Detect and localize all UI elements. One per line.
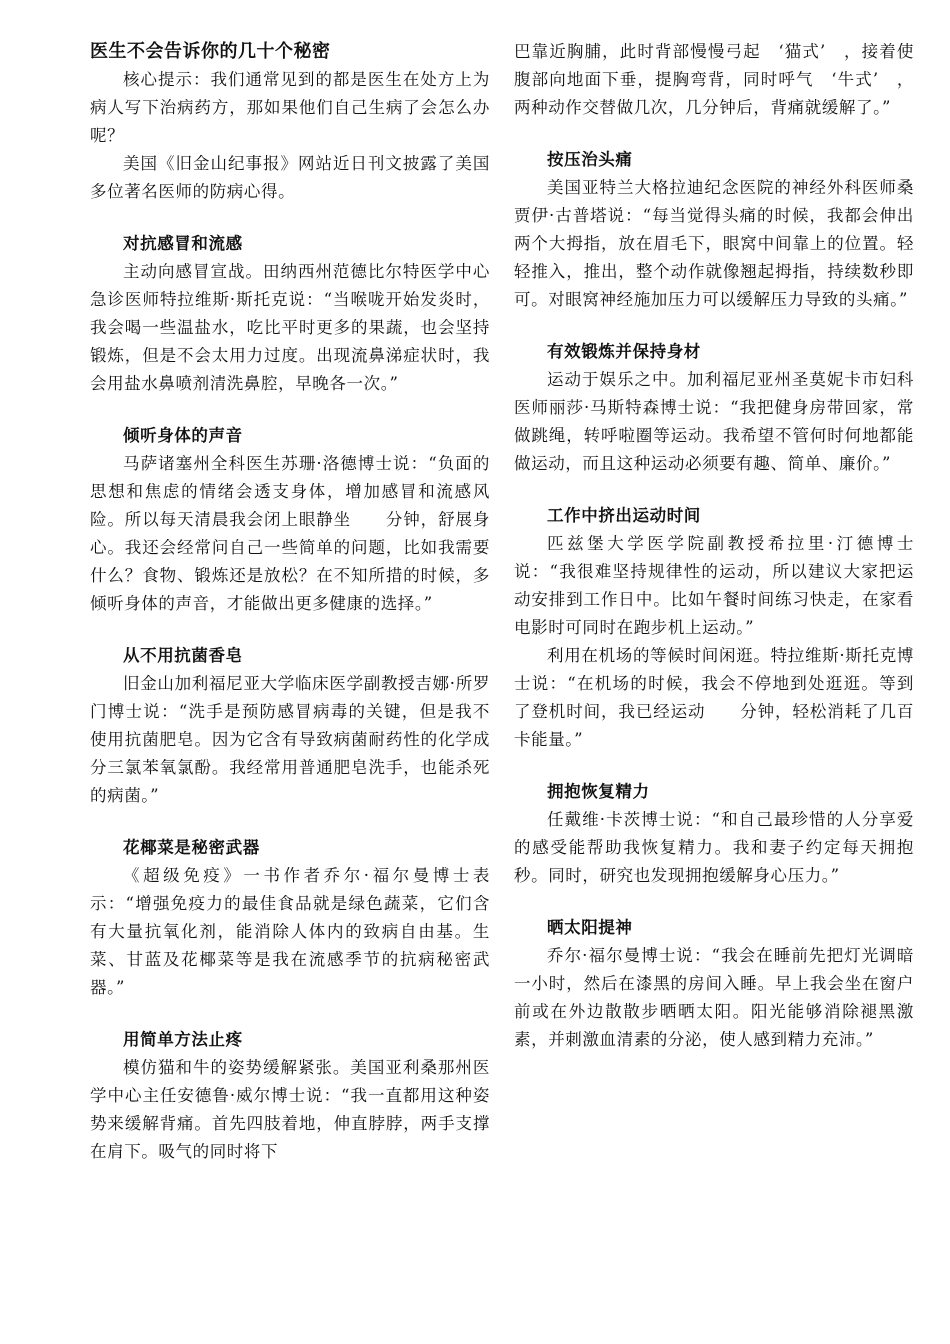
left-column	[90, 38, 542, 1166]
section-paragraph: 乔尔·福尔曼博士说：“我会在睡前先把灯光调暗一小时，然后在漆黑的房间入睡。早上我会坐在窗户前或在外边散散步晒晒太阳。阳光能够消除褪黑激素，并刺激血清素的分泌，使人感到精力充沛。”	[514, 946, 914, 1049]
section-heading: 拥抱恢复精力	[547, 782, 650, 801]
section-paragraph: 任戴维·卡茨博士说：“和自己最珍惜的人分享爱的感受能帮助我恢复精力。我和妻子约定每天拥抱 秒。同时，研究也发现拥抱缓解身心压力。”	[514, 810, 949, 885]
section-heading: 工作中挤出运动时间	[547, 506, 701, 525]
section-paragraph: 《超级免疫》一书作者乔尔·福尔曼博士表示：“增强免疫力的最佳食品就是绿色蔬菜，它们含有大量抗氧化剂，能消除人体内的致病自由基。生菜、甘蓝及花椰菜等是我在流感季节的抗病秘密武器。”	[90, 866, 490, 997]
section-paragraph: 匹兹堡大学医学院副教授希拉里·汀德博士说：“我很难坚持规律性的运动，所以建议大家把运动安排到工作日中。比如午餐时间练习快走，在家看电影时可同时在跑步机上运动。”	[514, 534, 914, 637]
section	[90, 422, 490, 618]
section	[90, 642, 542, 810]
right-column	[514, 38, 949, 1054]
section-heading: 从不用抗菌香皂	[123, 646, 243, 665]
section	[514, 502, 914, 754]
section	[90, 230, 490, 398]
intro-paragraph: 核心提示：我们通常见到的都是医生在处方上为病人写下治病药方，那如果他们自己生病了会怎么办呢？	[90, 70, 490, 145]
section-paragraph: 主动向感冒宣战。田纳西州范德比尔特医学中心急诊医师特拉维斯·斯托克说：“当喉咙开始发炎时，我会喝一些温盐水，吃比平时更多的果蔬，也会坚持锻炼，但是不会太用力过度。出现流鼻涕症状时，我会用盐水鼻喷剂清洗鼻腔，早晚各一次。”	[90, 262, 490, 393]
section-heading: 倾听身体的声音	[123, 426, 243, 445]
section	[90, 1026, 490, 1166]
section	[514, 914, 914, 1054]
page-title: 医生不会告诉你的几十个秘密	[90, 41, 331, 62]
section	[514, 338, 914, 478]
section-paragraph: 马萨诸塞州全科医生苏珊·洛德博士说：“负面的思想和焦虑的情绪会透支身体，增加感冒和流感风险。所以每天清晨我会闭上眼静坐 分钟，舒展身心。我还会经常问自己一些简单的问题，比如我需要什么？食物、锻炼还是放松？在不知所措的时候，多倾听身体的声音，才能做出更多健康的选择。”	[90, 454, 490, 613]
section-heading: 有效锻炼并保持身材	[547, 342, 701, 361]
section-heading: 晒太阳提神	[547, 918, 633, 937]
continued-paragraph: 巴靠近胸脯，此时背部慢慢弓起 ‘猫式’ ，接着使腹部向地面下垂，提胸弯背，同时呼气 ‘牛式’ ，两种动作交替做几次，几分钟后，背痛就缓解了。”	[514, 42, 914, 117]
section-paragraph: 美国亚特兰大格拉迪纪念医院的神经外科医师桑贾伊·古普塔说：“每当觉得头痛的时候，我都会伸出两个大拇指，放在眉毛下，眼窝中间靠上的位置。轻轻推入，推出，整个动作就像翘起拇指，持续数秒即可。对眼窝神经施加压力可以缓解压力导致的头痛。”	[514, 178, 914, 309]
section-heading: 花椰菜是秘密武器	[123, 838, 260, 857]
section-paragraph: 运动于娱乐之中。加利福尼亚州圣莫妮卡市妇科医师丽莎·马斯特森博士说：“我把健身房带回家，常做跳绳，转呼啦圈等运动。我希望不管何时何地都能做运动，而且这种运动必须要有趣、简单、廉价。”	[514, 370, 914, 473]
section-heading: 对抗感冒和流感	[123, 234, 243, 253]
section-heading: 按压治头痛	[547, 150, 633, 169]
section	[514, 146, 914, 314]
section-paragraph: 利用在机场的等候时间闲逛。特拉维斯·斯托克博士说：“在机场的时候，我会不停地到处逛逛。等到了登机时间，我已经运动 分钟，轻松消耗了几百卡能量。”	[514, 646, 914, 749]
section-paragraph: 模仿猫和牛的姿势缓解紧张。美国亚利桑那州医学中心主任安德鲁·威尔博士说：“我一直都用这种姿势来缓解背痛。首先四肢着地，伸直脖脖，两手支撑在肩下。吸气的同时将下	[90, 1058, 490, 1161]
section	[514, 778, 949, 890]
section	[90, 834, 490, 1002]
section-paragraph: 旧金山加利福尼亚大学临床医学副教授吉娜·所罗门博士说：“洗手是预防感冒病毒的关键，但是我不使用抗菌肥皂。因为它含有导致病菌耐药性的化学成分三氯苯氧氯酚。我经常用普通肥皂洗手，也能杀死 的病菌。”	[90, 674, 542, 805]
section-heading: 用简单方法止疼	[123, 1030, 243, 1049]
intro-paragraph: 美国《旧金山纪事报》网站近日刊文披露了美国多位著名医师的防病心得。	[90, 154, 490, 201]
